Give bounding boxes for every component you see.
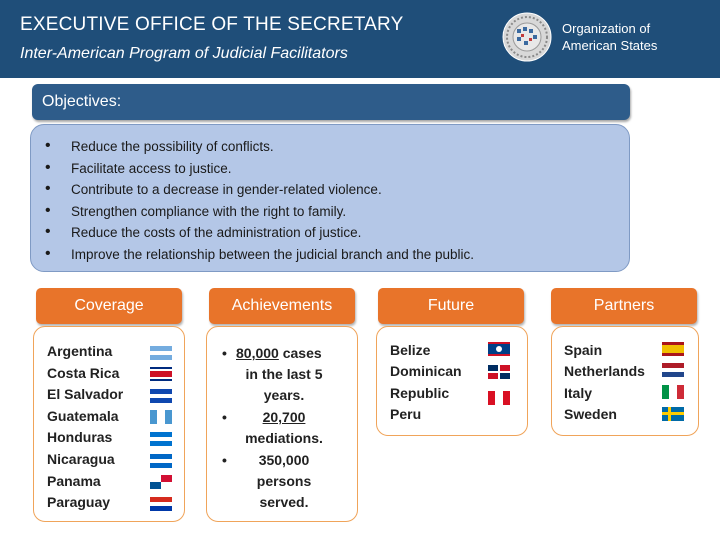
peru-flag-icon: [488, 391, 510, 405]
paraguay-flag-icon: [150, 497, 172, 511]
guatemala-flag-icon: [150, 410, 172, 424]
coverage-country: Argentina: [47, 343, 113, 359]
achievement-number: [222, 409, 346, 425]
partner-country: Netherlands: [564, 363, 645, 379]
objectives-header: [32, 84, 630, 120]
sweden-flag-icon: [662, 407, 684, 421]
header-banner: [0, 0, 720, 78]
achievement-bullet-icon: •: [222, 345, 227, 361]
org-name-line1: Organization of: [562, 21, 651, 36]
objectives-list: [45, 139, 474, 268]
future-header: Future: [378, 288, 524, 324]
organization-name: [562, 20, 657, 54]
coverage-country: El Salvador: [47, 386, 124, 402]
partner-country: Italy: [564, 385, 593, 401]
page-title: EXECUTIVE OFFICE OF THE SECRETARY: [20, 14, 404, 35]
achievement-number-value: 20,700: [262, 409, 306, 425]
netherlands-flag-icon: [662, 363, 684, 377]
italy-flag-icon: [662, 385, 684, 399]
belize-flag-icon: [488, 342, 510, 356]
objective-item: • Reduce the possibility of conflicts.: [45, 139, 474, 161]
future-country: Dominican: [390, 363, 462, 379]
objectives-label: Objectives:: [42, 93, 122, 110]
coverage-country: Honduras: [47, 429, 113, 445]
objective-item: • Contribute to a decrease in gender-related violence.: [45, 182, 474, 204]
achievement-number: [222, 452, 346, 468]
future-country: Belize: [390, 342, 431, 358]
partners-header: Partners: [551, 288, 697, 324]
coverage-country: Guatemala: [47, 408, 119, 424]
achievement-text: mediations.: [245, 430, 323, 446]
objective-item: • Strengthen compliance with the right to family.: [45, 204, 474, 226]
dominican-republic-flag-icon: [488, 365, 510, 379]
objectives-box: [30, 124, 630, 272]
coverage-header: Coverage: [36, 288, 182, 324]
partner-country: Sweden: [564, 406, 617, 422]
coverage-country: Paraguay: [47, 494, 111, 510]
achievement-item: [236, 345, 346, 361]
org-name-line2: American States: [562, 38, 658, 53]
nicaragua-flag-icon: [150, 454, 172, 468]
achievement-bullet-icon: •: [222, 452, 227, 468]
spain-flag-icon: [662, 342, 684, 356]
page-subtitle: Inter-American Program of Judicial Facilitators: [20, 45, 348, 62]
achievement-bullet-icon: •: [222, 409, 227, 425]
coverage-country: Costa Rica: [47, 365, 120, 381]
argentina-flag-icon: [150, 346, 172, 360]
el-salvador-flag-icon: [150, 389, 172, 403]
achievement-text: served.: [259, 494, 309, 510]
achievement-text: persons: [256, 473, 312, 489]
achievement-text: years.: [263, 387, 305, 403]
achievement-text: cases: [278, 345, 322, 361]
objective-item: • Improve the relationship between the judicial branch and the public.: [45, 247, 474, 269]
future-country: Peru: [390, 406, 422, 422]
coverage-country: Panama: [47, 473, 101, 489]
achievement-number: 80,000: [236, 345, 279, 361]
costa-rica-flag-icon: [150, 367, 172, 381]
achievement-text: in the last 5: [245, 366, 323, 382]
future-country: Republic: [390, 385, 450, 401]
achievement-number-value: 350,000: [258, 452, 310, 468]
honduras-flag-icon: [150, 432, 172, 446]
objective-item: • Facilitate access to justice.: [45, 161, 474, 183]
oas-seal-icon: [502, 12, 552, 62]
objective-item: • Reduce the costs of the administration of justice.: [45, 225, 474, 247]
coverage-country: Nicaragua: [47, 451, 115, 467]
panama-flag-icon: [150, 475, 172, 489]
partner-country: Spain: [564, 342, 603, 358]
achievements-header: Achievements: [209, 288, 355, 324]
